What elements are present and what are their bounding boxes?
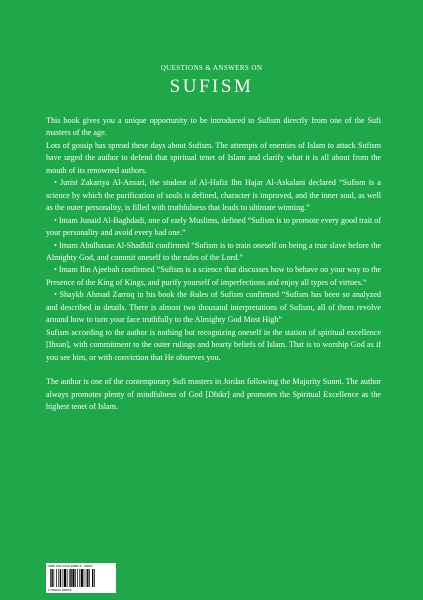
barcode-bar [79,569,80,587]
barcode-bar [50,569,51,587]
definition-paragraph: Sufism according to the author is nothing but recognizing oneself in the station of spiritual excellence [Ihsan], with commitment to the outer rulings and hearty beliefs of Islam. That is to worship God as if you see him, or with conviction that He observes you. [46,327,381,362]
barcode-bar [72,569,74,587]
barcode-bar [75,569,76,587]
barcode-bar [92,569,93,587]
cover-kicker: QUESTIONS & ANSWERS ON [160,64,263,72]
barcode-bar [56,569,57,587]
barcode-bar [89,569,90,587]
barcode-bar [70,569,71,587]
barcode-bar [54,569,55,587]
barcode-bar [84,569,85,587]
barcode-bar [63,569,64,587]
isbn-label: ISBN 978-0-244-10583-9 90000 [48,564,93,568]
spacer [46,364,381,376]
cover-title: SUFISM [169,76,254,97]
quote-ansari: • Jurist Zakariya Al-Ansari, the student of Al-Hafiz Ibn Hajar Al-Askalani declared “Sufism is a science by which the purification of souls is defined, character is improved, and the inner soul, as well as the outer personality, is filled with truthfulness that leads to ultimate winning.” [46,178,381,213]
barcode-bar [60,569,61,587]
blurb [46,115,381,413]
quote-shadhili: • Imam Abulhasan Al-Shadhili confirmed “Sufism is to train oneself on being a true slave before the Almighty God, and commit oneself to the rules of the Lord.” [46,240,381,262]
barcode-bar [58,569,59,587]
quote-zarroq: • Shaykh Ahmad Zarroq in his book the Rules of Sufism confirmed “Sufism has been so analyzed and described in details. There is almost two thousand interpretations of Sufism, all of them revolve around how to turn your face truthfully to the Almighty God Most High” [46,290,381,325]
intro-paragraph: This book gives you a unique opportunity to be introduced to Sufism directly from one of the Sufi masters of the age. [46,116,381,138]
barcode-bar [86,569,87,587]
barcode-bar [81,569,83,587]
barcode-bar [69,569,70,587]
barcode-bar [51,569,52,587]
barcode-bar [67,569,68,587]
barcode-bar [94,569,95,587]
barcode-digits: 9 780244 105839 [48,588,72,592]
barcode-bars [50,569,112,587]
author-paragraph: The author is one of the contemporary Sufi masters in Jordan following the Majority Sunni. The author always promotes plenty of mindfulness of God [Dhikr] and promotes the Spiritual Excellence as the highest tenet of Islam. [46,377,381,411]
quote-junaid: • Imam Junaid Al-Baghdadi, one of early Muslims, defined “Sufism is to promote every good trait of your personality and avoid every bad one.” [46,215,381,238]
barcode-bar [64,569,66,587]
quote-ajeebah: • Imam Ibn Ajeebah confirmed “Sufism is a science that discusses how to behave on your way to the Presence of the King of Kings, and purify yourself of imperfections and enjoy all types of virtues.” [46,265,381,287]
isbn-barcode [46,563,116,593]
barcode-bar [77,569,78,587]
barcode-bar [87,569,88,587]
context-paragraph: Lots of gossip has spread these days about Sufism. The attempts of enemies of Islam to attack Sufism have urged the author to defend that spiritual tenet of Islam and clarify what it is all about from the mouth of its renowned authors. [46,140,381,175]
